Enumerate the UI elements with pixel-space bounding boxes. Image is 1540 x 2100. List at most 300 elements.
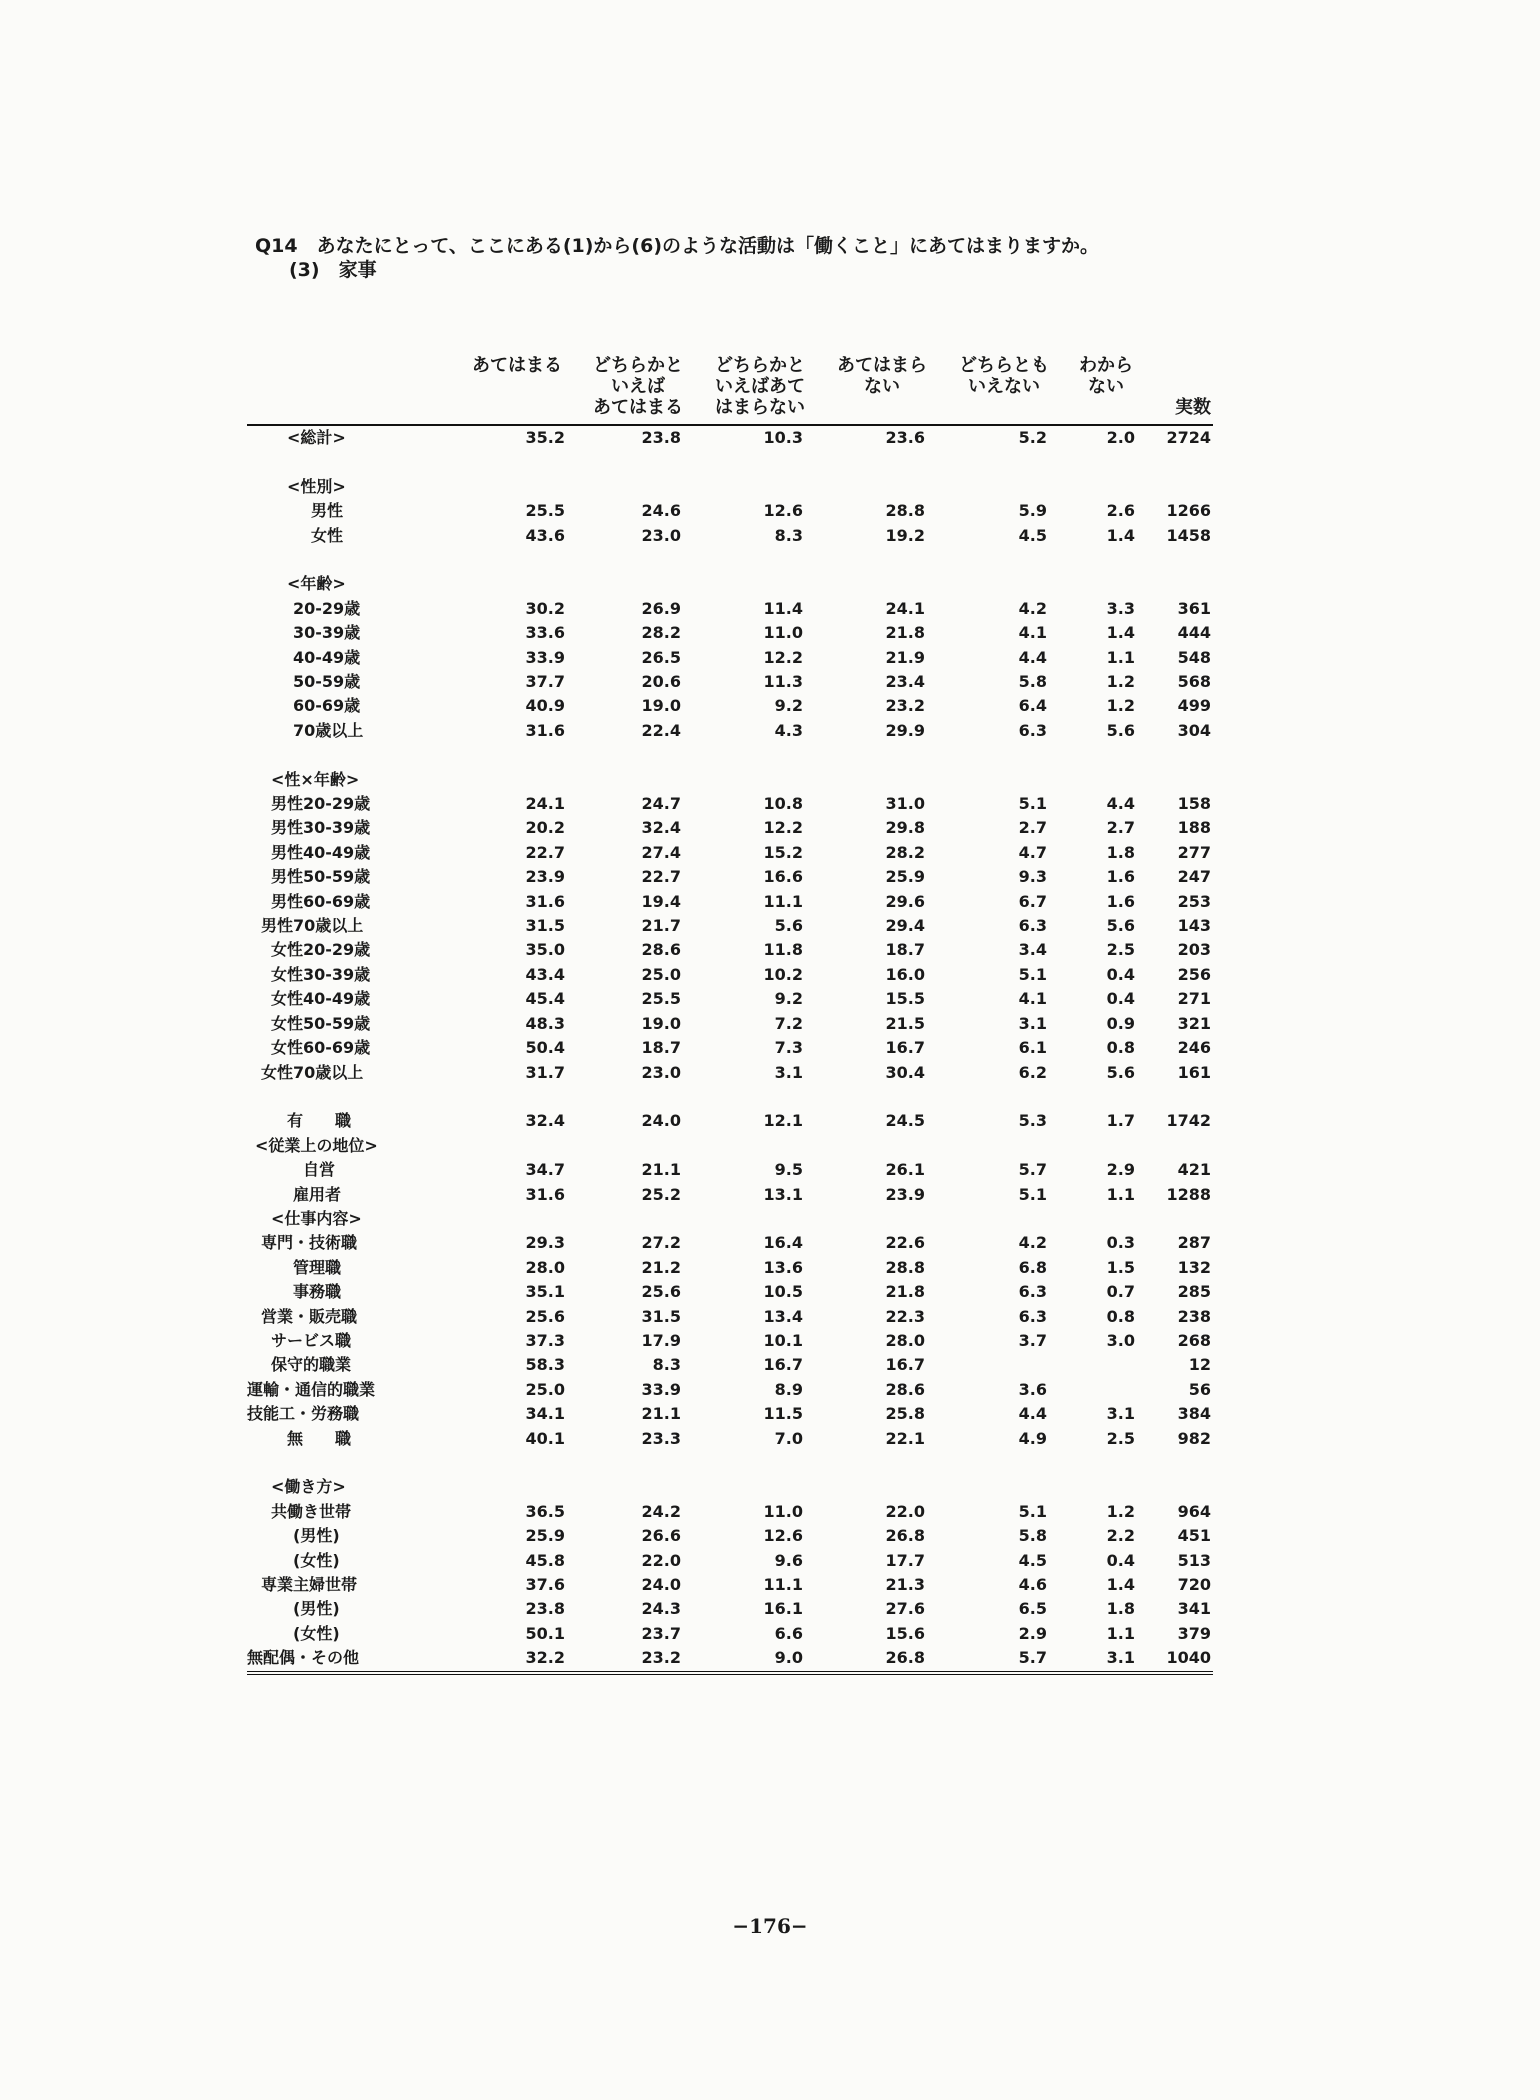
row-label: <総計> — [287, 428, 346, 447]
cell-dont-know: 0.3 — [1106, 1233, 1135, 1253]
cell-neither: 6.4 — [1018, 696, 1047, 716]
cell-applies: 43.4 — [525, 964, 565, 984]
cell-neither: 3.6 — [1018, 1379, 1047, 1399]
cell-somewhat-not-apply: 12.6 — [763, 501, 803, 521]
cell-somewhat-applies: 25.6 — [641, 1282, 681, 1302]
cell-dont-know: 1.1 — [1106, 1623, 1135, 1643]
header-neither: どちらとも いえない — [943, 355, 1065, 425]
cell-count: 982 — [1177, 1428, 1211, 1448]
row-label: 女性30-39歳 — [271, 964, 371, 984]
cell-neither: 6.3 — [1018, 720, 1047, 740]
cell-somewhat-applies: 33.9 — [641, 1379, 681, 1399]
cell-not-apply — [821, 1207, 943, 1231]
row-label: 30-39歳 — [293, 623, 361, 643]
cell-not-apply: 16.7 — [885, 1355, 925, 1375]
cell-applies: 31.6 — [525, 1184, 565, 1204]
table-row — [247, 768, 1213, 792]
cell-not-apply: 30.4 — [885, 1062, 925, 1082]
cell-neither: 6.1 — [1018, 1038, 1047, 1058]
cell-neither: 9.3 — [1018, 867, 1047, 887]
cell-count: 12 — [1188, 1355, 1211, 1375]
cell-count: 1742 — [1166, 1111, 1211, 1131]
cell-somewhat-applies — [577, 1475, 699, 1499]
spacer-cell — [247, 450, 1213, 474]
cell-applies: 25.9 — [525, 1526, 565, 1546]
cell-not-apply: 15.5 — [885, 989, 925, 1009]
cell-somewhat-applies: 24.0 — [641, 1111, 681, 1131]
cell-neither — [943, 768, 1065, 792]
row-label: <働き方> — [271, 1477, 346, 1497]
cell-not-apply: 26.1 — [885, 1160, 925, 1180]
spacer-row — [247, 1451, 1213, 1475]
row-label: 女性40-49歳 — [271, 989, 371, 1009]
cell-somewhat-not-apply: 10.3 — [763, 428, 803, 447]
cell-somewhat-not-apply: 11.8 — [763, 940, 803, 960]
cell-dont-know: 2.5 — [1106, 1428, 1135, 1448]
cell-neither: 6.3 — [1018, 1282, 1047, 1302]
cell-somewhat-not-apply: 9.0 — [699, 1646, 821, 1672]
row-label: 無 職 — [287, 1428, 352, 1448]
table-row — [247, 475, 1213, 499]
cell-neither: 6.7 — [1018, 891, 1047, 911]
cell-somewhat-applies: 21.1 — [641, 1160, 681, 1180]
row-label: 女性20-29歳 — [271, 940, 371, 960]
cell-somewhat-applies: 21.7 — [641, 916, 681, 936]
cell-somewhat-not-apply: 7.3 — [774, 1038, 803, 1058]
row-label: 無配偶・その他 — [247, 1646, 457, 1672]
cell-count: 1040 — [1147, 1646, 1213, 1672]
header-somewhat-applies: どちらかと いえば あてはまる — [577, 355, 699, 425]
cell-dont-know: 1.1 — [1106, 1184, 1135, 1204]
cell-dont-know: 2.0 — [1106, 428, 1135, 447]
cell-dont-know: 1.4 — [1106, 1575, 1135, 1595]
cell-neither: 5.9 — [1018, 501, 1047, 521]
cell-not-apply: 29.4 — [885, 916, 925, 936]
row-label: 女性 — [311, 525, 344, 545]
cell-neither: 5.8 — [1018, 672, 1047, 692]
cell-neither — [943, 1134, 1065, 1158]
spacer-cell — [247, 743, 1213, 767]
row-label: <性×年齢> — [271, 769, 360, 789]
cell-somewhat-not-apply — [699, 475, 821, 499]
cell-applies: 31.6 — [525, 720, 565, 740]
cell-applies: 37.6 — [525, 1575, 565, 1595]
cell-neither: 6.2 — [1018, 1062, 1047, 1082]
cell-dont-know: 1.8 — [1106, 1599, 1135, 1619]
cell-neither: 2.9 — [1018, 1623, 1047, 1643]
cell-somewhat-applies: 28.2 — [641, 623, 681, 643]
cell-applies: 58.3 — [525, 1355, 565, 1375]
cell-dont-know: 1.4 — [1106, 623, 1135, 643]
cell-somewhat-not-apply: 13.6 — [763, 1257, 803, 1277]
cell-somewhat-not-apply: 10.2 — [763, 964, 803, 984]
cell-dont-know: 1.7 — [1106, 1111, 1135, 1131]
row-label: 50-59歳 — [293, 672, 361, 692]
table-row — [247, 425, 1213, 450]
cell-count: 161 — [1177, 1062, 1211, 1082]
cell-somewhat-not-apply: 12.1 — [763, 1111, 803, 1131]
row-label: サービス職 — [271, 1330, 352, 1350]
row-label: <仕事内容> — [271, 1208, 362, 1228]
cell-neither: 4.2 — [1018, 1233, 1047, 1253]
cell-count: 277 — [1177, 842, 1211, 862]
cell-applies — [457, 768, 577, 792]
cell-count: 1266 — [1166, 501, 1211, 521]
table-row — [247, 1597, 1213, 1621]
header-somewhat-not-apply: どちらかと いえばあて はまらない — [699, 355, 821, 425]
cell-neither: 5.1 — [1018, 1501, 1047, 1521]
cell-dont-know: 0.9 — [1106, 1013, 1135, 1033]
spacer-cell — [247, 1085, 1213, 1109]
cell-somewhat-applies: 24.6 — [641, 501, 681, 521]
cell-neither: 4.6 — [1018, 1575, 1047, 1595]
cell-not-apply: 16.0 — [885, 964, 925, 984]
cell-not-apply: 21.9 — [885, 647, 925, 667]
row-label: (男性) — [293, 1599, 340, 1619]
cell-somewhat-not-apply — [699, 1475, 821, 1499]
cell-not-apply: 24.1 — [885, 598, 925, 618]
cell-neither — [943, 475, 1065, 499]
cell-applies: 37.7 — [525, 672, 565, 692]
cell-neither: 5.1 — [1018, 794, 1047, 814]
cell-neither: 5.2 — [1018, 428, 1047, 447]
row-label: 自営 — [303, 1160, 336, 1180]
cell-somewhat-applies: 26.6 — [641, 1526, 681, 1546]
table-body — [247, 425, 1213, 1673]
cell-somewhat-applies — [577, 475, 699, 499]
cell-not-apply: 23.2 — [885, 696, 925, 716]
cell-applies — [457, 1134, 577, 1158]
cell-applies — [457, 1475, 577, 1499]
cell-somewhat-applies: 23.3 — [641, 1428, 681, 1448]
cell-not-apply — [821, 768, 943, 792]
cell-dont-know — [1065, 1207, 1147, 1231]
row-label: 男性60-69歳 — [271, 891, 371, 911]
cell-somewhat-applies: 19.0 — [641, 1013, 681, 1033]
cell-somewhat-not-apply: 9.2 — [774, 989, 803, 1009]
table-row — [247, 1158, 1213, 1182]
cell-applies: 48.3 — [525, 1013, 565, 1033]
cell-applies: 24.1 — [525, 794, 565, 814]
table-header-row — [247, 355, 1213, 425]
cell-dont-know: 0.8 — [1106, 1306, 1135, 1326]
cell-somewhat-not-apply: 16.1 — [763, 1599, 803, 1619]
table-row — [247, 841, 1213, 865]
cell-dont-know — [1065, 1475, 1147, 1499]
cell-neither: 4.9 — [1018, 1428, 1047, 1448]
row-label: 女性60-69歳 — [271, 1038, 371, 1058]
cell-somewhat-not-apply: 13.4 — [763, 1306, 803, 1326]
row-label: (女性) — [293, 1550, 340, 1570]
cell-not-apply: 25.8 — [885, 1404, 925, 1424]
cell-neither: 5.8 — [1018, 1526, 1047, 1546]
data-table — [247, 355, 1213, 1675]
row-label: 保守的職業 — [271, 1355, 352, 1375]
cell-somewhat-not-apply: 11.3 — [763, 672, 803, 692]
data-table-container — [247, 355, 1213, 1675]
cell-count: 56 — [1188, 1379, 1211, 1399]
table-row — [247, 499, 1213, 523]
cell-somewhat-not-apply: 11.4 — [763, 598, 803, 618]
cell-not-apply: 29.8 — [885, 818, 925, 838]
cell-somewhat-not-apply: 6.6 — [774, 1623, 803, 1643]
row-label: 男性 — [311, 501, 344, 521]
cell-dont-know: 5.6 — [1106, 720, 1135, 740]
row-label: 20-29歳 — [293, 598, 361, 618]
header-label — [247, 355, 457, 425]
cell-count: 361 — [1177, 598, 1211, 618]
cell-not-apply: 22.3 — [885, 1306, 925, 1326]
cell-count: 964 — [1177, 1501, 1211, 1521]
table-row — [247, 1524, 1213, 1548]
cell-somewhat-applies: 23.0 — [641, 1062, 681, 1082]
cell-not-apply: 21.8 — [885, 1282, 925, 1302]
cell-neither: 3.7 — [1018, 1330, 1047, 1350]
cell-neither: 3.4 — [1018, 940, 1047, 960]
cell-somewhat-not-apply: 7.2 — [774, 1013, 803, 1033]
cell-not-apply: 28.8 — [885, 1257, 925, 1277]
cell-somewhat-not-apply: 12.2 — [763, 647, 803, 667]
cell-not-apply: 23.9 — [885, 1184, 925, 1204]
cell-count: 1288 — [1166, 1184, 1211, 1204]
row-label: 60-69歳 — [293, 696, 361, 716]
cell-somewhat-applies: 26.5 — [641, 647, 681, 667]
cell-neither: 4.1 — [1018, 623, 1047, 643]
cell-not-apply — [821, 1134, 943, 1158]
cell-somewhat-applies: 21.2 — [641, 1257, 681, 1277]
cell-somewhat-applies: 28.6 — [641, 940, 681, 960]
cell-dont-know: 1.6 — [1106, 891, 1135, 911]
cell-not-apply: 28.2 — [885, 842, 925, 862]
cell-neither: 6.5 — [1018, 1599, 1047, 1619]
cell-not-apply: 18.7 — [885, 940, 925, 960]
cell-applies: 43.6 — [525, 525, 565, 545]
cell-somewhat-not-apply: 11.5 — [763, 1404, 803, 1424]
table-row — [247, 1109, 1213, 1133]
cell-somewhat-not-apply: 7.0 — [774, 1428, 803, 1448]
cell-dont-know: 2.9 — [1106, 1160, 1135, 1180]
table-row — [247, 865, 1213, 889]
cell-count: 499 — [1177, 696, 1211, 716]
cell-dont-know: 1.6 — [1106, 867, 1135, 887]
cell-somewhat-applies: 17.9 — [641, 1330, 681, 1350]
row-label: 管理職 — [293, 1257, 342, 1277]
cell-somewhat-applies — [577, 768, 699, 792]
cell-count — [1147, 1207, 1213, 1231]
cell-applies: 50.4 — [525, 1038, 565, 1058]
cell-dont-know: 2.5 — [1106, 940, 1135, 960]
row-label: 運輸・通信的職業 — [247, 1379, 376, 1399]
cell-not-apply: 25.9 — [885, 867, 925, 887]
table-row — [247, 1549, 1213, 1573]
cell-applies: 23.8 — [525, 1599, 565, 1619]
cell-applies: 36.5 — [525, 1501, 565, 1521]
row-label: 技能工・労務職 — [247, 1404, 360, 1424]
table-row — [247, 1305, 1213, 1329]
cell-somewhat-not-apply: 4.3 — [774, 720, 803, 740]
table-row — [247, 1646, 1213, 1672]
cell-applies — [457, 475, 577, 499]
table-row — [247, 1475, 1213, 1499]
row-label: 女性70歳以上 — [261, 1062, 364, 1082]
table-row — [247, 1573, 1213, 1597]
cell-count — [1147, 1134, 1213, 1158]
cell-dont-know: 0.4 — [1106, 1550, 1135, 1570]
table-row — [247, 987, 1213, 1011]
cell-applies: 45.4 — [525, 989, 565, 1009]
cell-neither: 5.7 — [943, 1646, 1065, 1672]
cell-count: 287 — [1177, 1233, 1211, 1253]
cell-somewhat-not-apply: 10.1 — [763, 1330, 803, 1350]
table-row — [247, 938, 1213, 962]
cell-applies: 35.0 — [525, 940, 565, 960]
cell-not-apply: 31.0 — [885, 794, 925, 814]
cell-applies: 34.7 — [525, 1160, 565, 1180]
cell-not-apply: 26.8 — [821, 1646, 943, 1672]
table-row — [247, 792, 1213, 816]
cell-dont-know — [1065, 1353, 1147, 1377]
cell-not-apply: 22.0 — [885, 1501, 925, 1521]
cell-applies: 31.5 — [525, 916, 565, 936]
spacer-row — [247, 743, 1213, 767]
cell-somewhat-applies: 22.4 — [641, 720, 681, 740]
cell-somewhat-applies: 24.0 — [641, 1575, 681, 1595]
cell-applies: 33.6 — [525, 623, 565, 643]
cell-dont-know: 3.1 — [1065, 1646, 1147, 1672]
cell-somewhat-not-apply: 11.0 — [763, 623, 803, 643]
cell-neither: 6.8 — [1018, 1257, 1047, 1277]
cell-somewhat-not-apply: 10.8 — [763, 794, 803, 814]
cell-not-apply: 28.8 — [885, 501, 925, 521]
cell-somewhat-not-apply — [699, 768, 821, 792]
cell-count: 253 — [1177, 891, 1211, 911]
table-row — [247, 1012, 1213, 1036]
cell-count: 568 — [1177, 672, 1211, 692]
cell-somewhat-applies: 25.2 — [641, 1184, 681, 1204]
cell-dont-know: 3.3 — [1106, 598, 1135, 618]
cell-neither: 6.3 — [1018, 916, 1047, 936]
row-label: 男性20-29歳 — [271, 794, 371, 814]
cell-applies: 40.1 — [525, 1428, 565, 1448]
cell-dont-know: 1.2 — [1106, 672, 1135, 692]
table-row — [247, 1134, 1213, 1158]
cell-somewhat-not-apply: 8.3 — [774, 525, 803, 545]
cell-not-apply: 22.6 — [885, 1233, 925, 1253]
cell-somewhat-not-apply: 16.7 — [763, 1355, 803, 1375]
table-row — [247, 1402, 1213, 1426]
table-row — [247, 1256, 1213, 1280]
cell-count: 513 — [1177, 1550, 1211, 1570]
cell-count: 341 — [1177, 1599, 1211, 1619]
cell-dont-know: 0.4 — [1106, 989, 1135, 1009]
cell-applies: 31.7 — [525, 1062, 565, 1082]
cell-not-apply: 22.1 — [885, 1428, 925, 1448]
spacer-row — [247, 548, 1213, 572]
cell-count: 132 — [1177, 1257, 1211, 1277]
table-row — [247, 1183, 1213, 1207]
cell-applies — [457, 1207, 577, 1231]
cell-applies: 31.6 — [525, 891, 565, 911]
cell-neither — [943, 1475, 1065, 1499]
cell-neither: 4.7 — [1018, 842, 1047, 862]
row-label: <従業上の地位> — [255, 1135, 378, 1155]
cell-applies: 34.1 — [525, 1404, 565, 1424]
cell-applies: 22.7 — [525, 842, 565, 862]
cell-not-apply: 16.7 — [885, 1038, 925, 1058]
cell-somewhat-applies: 31.5 — [641, 1306, 681, 1326]
cell-somewhat-applies: 20.6 — [641, 672, 681, 692]
cell-somewhat-applies: 21.1 — [641, 1404, 681, 1424]
table-row — [247, 1329, 1213, 1353]
row-label: 女性50-59歳 — [271, 1013, 371, 1033]
table-row — [247, 816, 1213, 840]
cell-somewhat-not-apply: 15.2 — [763, 842, 803, 862]
question-text — [255, 234, 1099, 282]
table-row — [247, 1353, 1213, 1377]
cell-somewhat-applies: 24.7 — [641, 794, 681, 814]
row-label: 男性30-39歳 — [271, 818, 371, 838]
cell-dont-know: 2.2 — [1106, 1526, 1135, 1546]
cell-somewhat-applies: 19.0 — [641, 696, 681, 716]
row-label: 営業・販売職 — [261, 1306, 358, 1326]
cell-somewhat-not-apply: 10.5 — [763, 1282, 803, 1302]
cell-somewhat-not-apply: 9.6 — [774, 1550, 803, 1570]
cell-not-apply: 17.7 — [885, 1550, 925, 1570]
cell-dont-know: 0.4 — [1106, 964, 1135, 984]
cell-somewhat-not-apply: 8.9 — [774, 1379, 803, 1399]
cell-not-apply: 28.0 — [885, 1330, 925, 1350]
cell-dont-know: 5.6 — [1106, 916, 1135, 936]
cell-applies: 32.4 — [525, 1111, 565, 1131]
table-row — [247, 694, 1213, 718]
cell-count: 247 — [1177, 867, 1211, 887]
cell-applies: 25.6 — [525, 1306, 565, 1326]
cell-dont-know — [1065, 768, 1147, 792]
row-label: (女性) — [293, 1623, 340, 1643]
cell-somewhat-applies: 8.3 — [652, 1355, 681, 1375]
cell-dont-know: 1.2 — [1106, 696, 1135, 716]
cell-applies: 28.0 — [525, 1257, 565, 1277]
cell-count: 379 — [1177, 1623, 1211, 1643]
cell-count: 256 — [1177, 964, 1211, 984]
cell-applies: 25.5 — [525, 501, 565, 521]
cell-somewhat-not-apply: 9.2 — [774, 696, 803, 716]
cell-not-apply: 28.6 — [885, 1379, 925, 1399]
cell-count: 285 — [1177, 1282, 1211, 1302]
cell-dont-know — [1065, 1378, 1147, 1402]
cell-not-apply: 27.6 — [885, 1599, 925, 1619]
header-dont-know: わから ない — [1065, 355, 1147, 425]
cell-not-apply: 21.3 — [885, 1575, 925, 1595]
cell-dont-know: 1.8 — [1106, 842, 1135, 862]
cell-not-apply: 21.8 — [885, 623, 925, 643]
cell-somewhat-not-apply: 11.0 — [763, 1501, 803, 1521]
cell-count: 451 — [1177, 1526, 1211, 1546]
cell-somewhat-not-apply: 16.6 — [763, 867, 803, 887]
cell-not-apply: 23.4 — [885, 672, 925, 692]
cell-somewhat-not-apply — [699, 1134, 821, 1158]
cell-count: 2724 — [1166, 428, 1211, 447]
spacer-row — [247, 450, 1213, 474]
cell-dont-know: 3.1 — [1106, 1404, 1135, 1424]
cell-somewhat-not-apply — [699, 1207, 821, 1231]
cell-count — [1147, 1475, 1213, 1499]
table-row — [247, 597, 1213, 621]
cell-somewhat-applies: 26.9 — [641, 598, 681, 618]
cell-somewhat-not-apply: 5.6 — [774, 916, 803, 936]
cell-dont-know: 2.6 — [1106, 501, 1135, 521]
cell-somewhat-not-apply — [699, 572, 821, 596]
